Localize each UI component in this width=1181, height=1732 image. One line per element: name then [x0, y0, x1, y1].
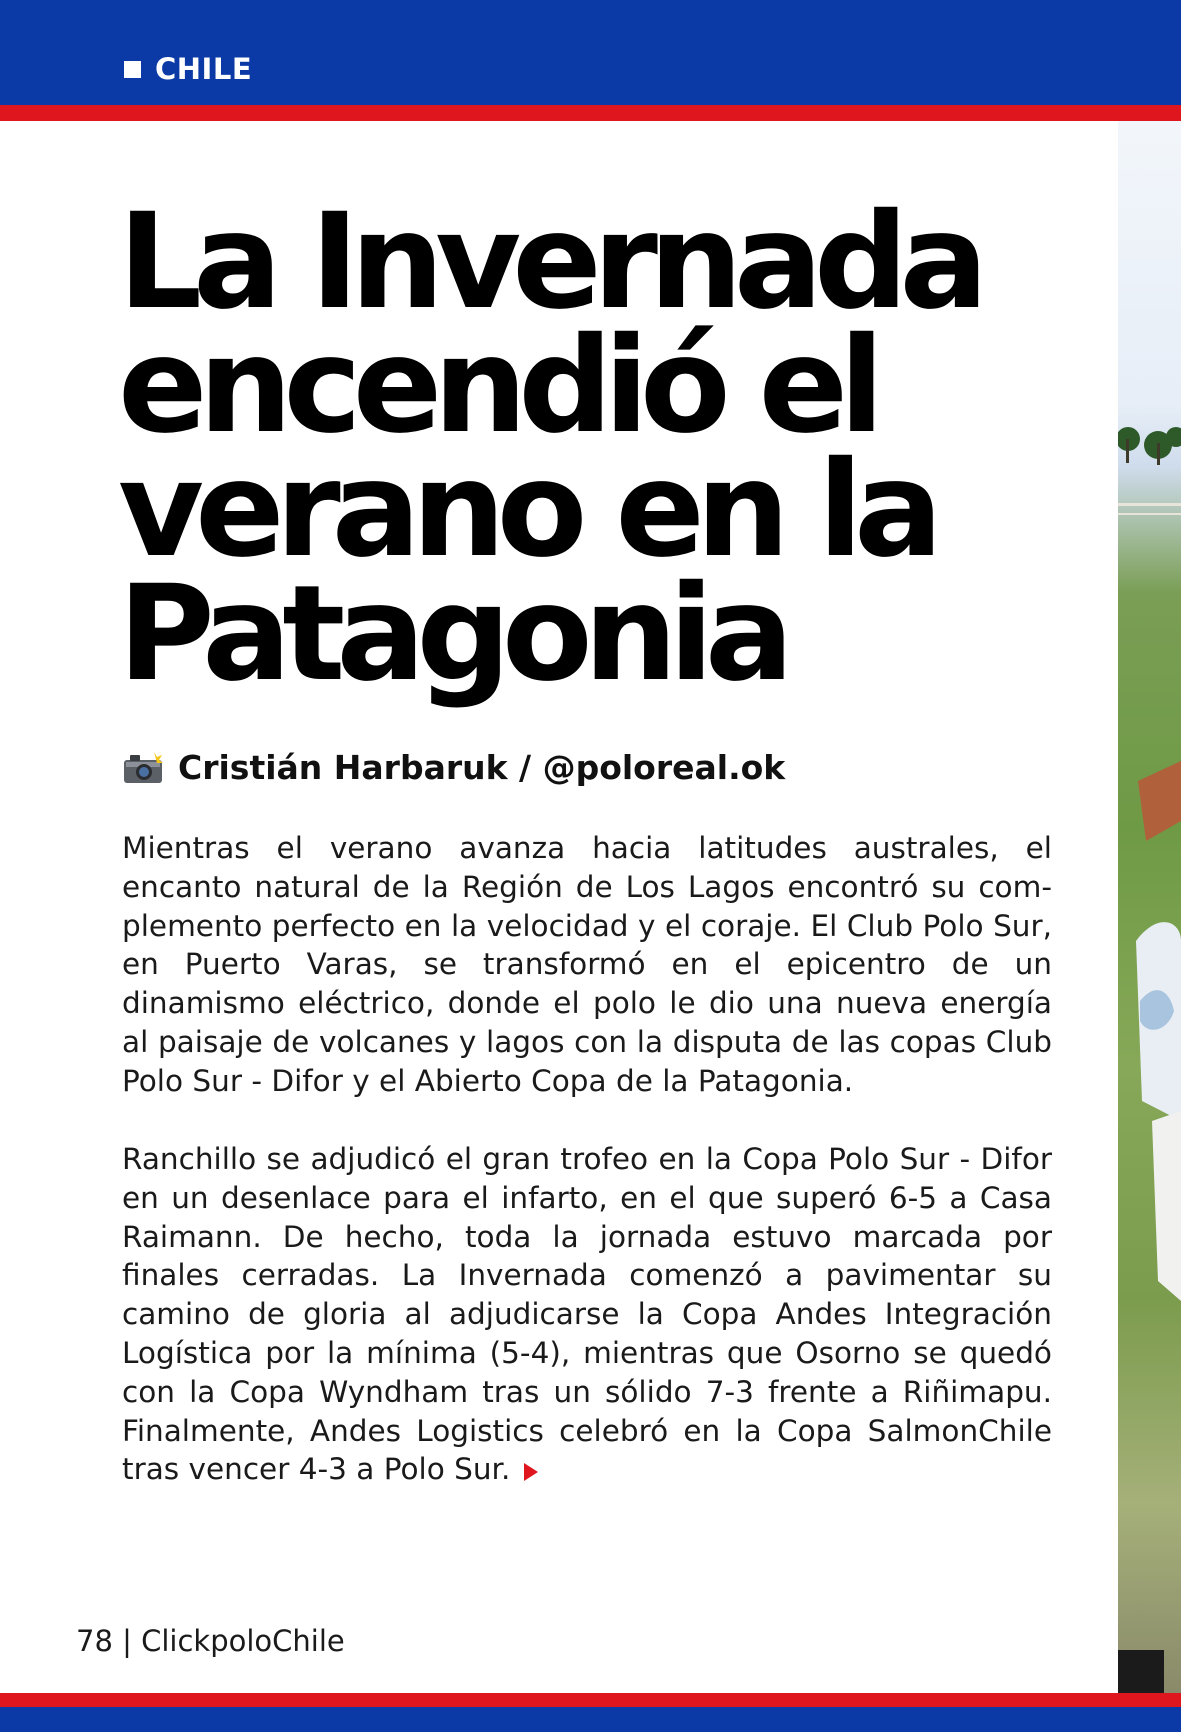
- photo-credit: [122, 748, 785, 787]
- article-paragraph-final: [122, 1140, 1052, 1489]
- article-paragraph-text: Ranchillo se adjudicó el gran trofeo en la Copa Polo Sur - Difor en un desenlace para el infarto, en el que superó 6-5 a Casa Raimann. De hecho, toda la jornada estuvo marcada por finales cerradas. La Invernada comenzó a pavimentar su camino de gloria al adjudicarse la Copa Andes Integración Logística por la mínima (5-4), mientras que Osorno se quedó con la Copa Wyndham tras un sólido 7-3 frente a Riñimapu. Finalmente, Andes Logistics celebró en la Copa SalmonChile tras vencer 4-3 a Polo Sur.: [122, 1142, 1052, 1487]
- byline-text: Cristián Harbaruk / @poloreal.ok: [178, 748, 786, 787]
- side-photo: [1118, 121, 1181, 1693]
- footer-band: [0, 1707, 1181, 1732]
- section-label: CHILE: [155, 52, 253, 86]
- section-tag: [124, 52, 252, 86]
- headline-line: La Invernada: [118, 185, 980, 339]
- headline-line: Patagonia: [118, 557, 785, 711]
- square-bullet-icon: [124, 61, 141, 78]
- headline-line: verano en la: [118, 433, 935, 587]
- camera-flash-icon: [122, 751, 164, 785]
- end-triangle-icon: [524, 1463, 538, 1481]
- page-corner-block: [1118, 1650, 1164, 1693]
- article-paragraph: Mientras el verano avanza hacia latitudes australes, el encanto natural de la Región de Los Lagos encontró su complemento perfecto en la velocidad y el coraje. El Club Polo Sur, en Puerto Varas, se transformó en el epicentro de un dinamismo eléctrico, donde el polo le dio una nueva energía al paisaje de volcanes y lagos con la disputa de las copas Club Polo Sur - Difor y el Abierto Copa de la Patagonia.: [122, 831, 1052, 1098]
- article-headline: [118, 185, 1078, 711]
- page-folio: 78 | ClickpoloChile: [76, 1624, 345, 1658]
- headline-line: encendió el: [118, 309, 876, 463]
- header-red-stripe: [0, 105, 1181, 121]
- footer-red-stripe: [0, 1693, 1181, 1707]
